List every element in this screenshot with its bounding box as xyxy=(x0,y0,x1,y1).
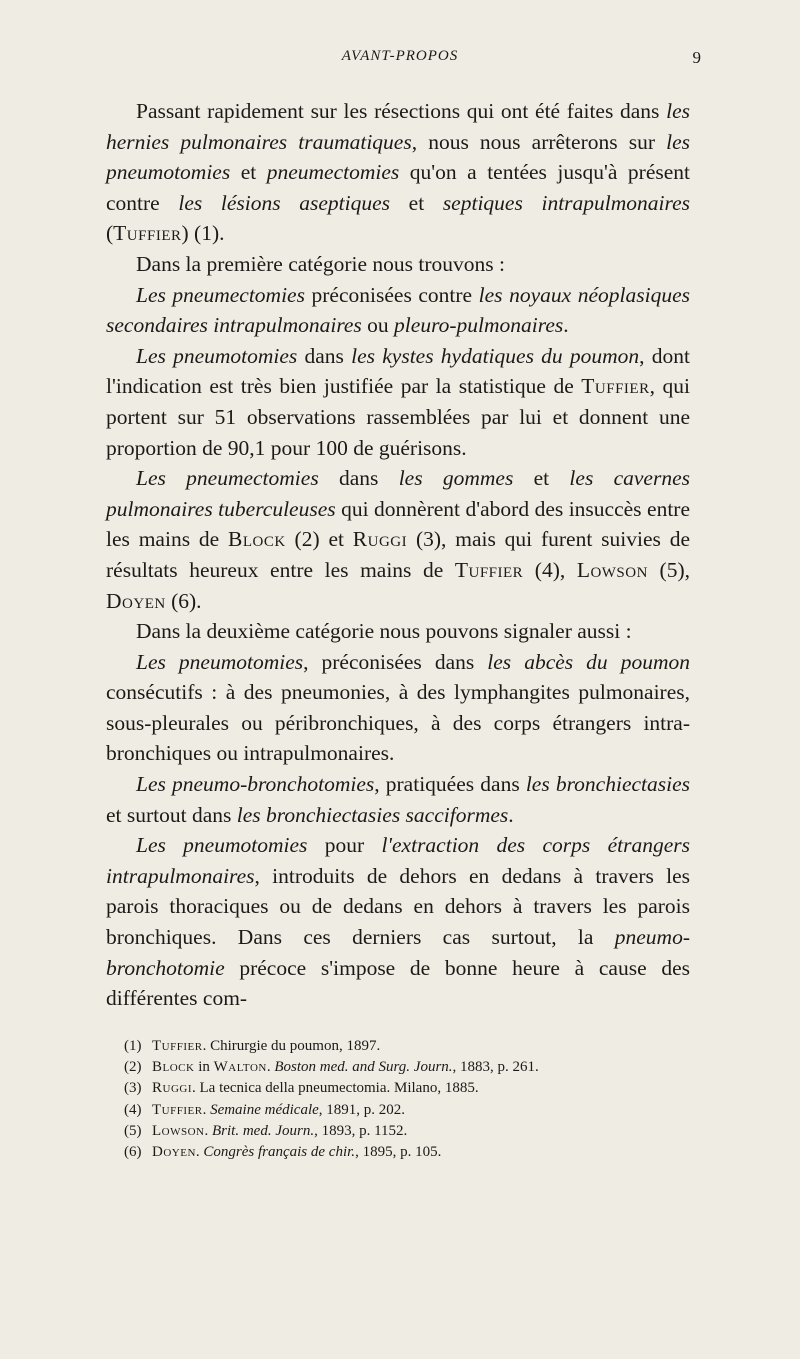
footnote-4 xyxy=(124,1100,690,1121)
footnote-text: . xyxy=(202,1101,211,1118)
italic-run: pneumo-bronchotomie xyxy=(106,925,690,980)
paragraph-5 xyxy=(106,463,690,616)
text-run: pour xyxy=(307,833,382,858)
author-name: Block xyxy=(228,527,286,552)
italic-run: les hernies pulmonaires traumatiques xyxy=(106,99,690,154)
italic-run: les gommes xyxy=(398,466,514,491)
italic-run: les noyaux néoplasiques secondaires intrapulmonaires xyxy=(106,282,690,338)
footnote-text: , 1891, p. 202. xyxy=(318,1101,406,1118)
footnote-text: . La tecnica della pneumectomia. Milano, 1885. xyxy=(192,1080,479,1097)
text-run: . xyxy=(508,802,514,827)
footnote-journal: Boston med. and Surg. Journ. xyxy=(274,1059,453,1076)
footnote-2 xyxy=(124,1057,690,1078)
text-run: (5), xyxy=(647,557,690,582)
text-run: et xyxy=(513,466,570,491)
footnote-number: (2) xyxy=(124,1059,142,1076)
footnote-3 xyxy=(124,1078,690,1099)
italic-run: Les pneumectomies xyxy=(136,282,305,307)
italic-run: Les pneumotomies xyxy=(136,833,308,858)
author-name: Tuffier xyxy=(113,221,182,246)
italic-run: Les pneumo-bronchotomies xyxy=(136,772,375,797)
paragraph-9 xyxy=(106,830,690,1014)
paragraph-3 xyxy=(106,280,690,341)
paragraph-6: Dans la deuxième catégorie nous pouvons signaler aussi : xyxy=(136,619,632,644)
author-name: Ruggi xyxy=(352,527,408,552)
footnote-number: (4) xyxy=(124,1101,142,1118)
text-run: , introduits de dehors en dedans à travers les parois thoraciques ou de dedans en dehors à travers les parois bronchiques. Dans ces derniers cas surtout, la xyxy=(106,863,690,950)
main-text xyxy=(106,96,690,1014)
text-run: et xyxy=(390,190,443,215)
footnote-author: Lowson xyxy=(152,1122,205,1139)
text-run: (4), xyxy=(523,557,577,582)
text-run: , qui portent sur 51 observations rassemblées par lui et donnent une proportion de 90,1 pour 100 de guérisons. xyxy=(106,374,690,460)
footnote-5 xyxy=(124,1121,690,1142)
footnote-number: (3) xyxy=(124,1080,142,1097)
italic-run: les cavernes pulmonaires tuberculeuses xyxy=(106,466,690,521)
footnote-text: , 1895, p. 105. xyxy=(355,1144,442,1161)
italic-run: l'extraction des corps étrangers intrapulmonaires xyxy=(106,833,690,888)
footnote-6 xyxy=(124,1142,690,1163)
text-run: , pratiquées dans xyxy=(374,772,526,797)
italic-run: pneumectomies xyxy=(266,160,400,185)
text-run: (6). xyxy=(165,588,202,613)
footnote-number: (1) xyxy=(124,1038,142,1054)
text-run: , dont l'indication est très bien justifiée par la statistique de xyxy=(106,343,690,399)
paragraph-2: Dans la première catégorie nous trouvons : xyxy=(136,251,505,276)
text-run: préconisées contre xyxy=(304,282,479,307)
footnote-text: , 1883, p. 261. xyxy=(452,1059,539,1076)
text-run: et xyxy=(230,160,267,185)
italic-run: les pneumotomies xyxy=(106,129,690,185)
footnote-text: , 1893, p. 1152. xyxy=(314,1122,408,1139)
italic-run: Les pneumectomies xyxy=(136,466,319,491)
text-run: (3), mais qui furent suivies de résultats heureux entre les mains de xyxy=(106,527,690,582)
italic-run: les bronchiectasies xyxy=(525,772,691,797)
text-run: ou xyxy=(361,313,395,338)
text-run: ( xyxy=(106,221,114,246)
footnote-text: in xyxy=(194,1059,214,1076)
text-run: précoce s'impose de bonne heure à cause des différentes com- xyxy=(106,955,690,1011)
italic-run: les lésions aseptiques xyxy=(178,190,391,215)
text-run: dans xyxy=(297,343,352,368)
text-run: Passant rapidement sur les résections qui ont été faites dans xyxy=(136,99,667,123)
text-run: , préconisées dans xyxy=(303,649,488,674)
footnote-number: (6) xyxy=(124,1144,142,1161)
italic-run: septiques intrapulmonaires xyxy=(442,190,690,215)
author-name: Tuffier xyxy=(581,374,650,399)
text-run: (2) et xyxy=(285,527,353,552)
text-run: dans xyxy=(318,466,399,491)
footnote-text: . Chirurgie du poumon, 1897. xyxy=(202,1038,381,1054)
footnote-journal: Semaine médicale xyxy=(210,1101,319,1118)
footnote-journal: Brit. med. Journ. xyxy=(212,1122,315,1139)
footnote-author: Tuffier xyxy=(152,1038,203,1054)
footnote-1 xyxy=(124,1036,690,1057)
author-name: Tuffier xyxy=(454,557,524,582)
page-number: 9 xyxy=(692,48,702,67)
footnotes xyxy=(124,1036,690,1163)
text-run: . xyxy=(563,313,569,338)
footnote-journal: Congrès français de chir. xyxy=(203,1144,356,1161)
text-run: consécutifs : à des pneumonies, à des lymphangites pulmonaires, sous-pleurales ou péribronchiques, à des corps étrangers intra-bronchiques ou intrapulmonaires. xyxy=(106,680,690,766)
italic-run: Les pneumotomies xyxy=(136,343,298,368)
text-run: qui donnèrent d'abord des insuccès entre les mains de xyxy=(106,496,690,552)
paragraph-7 xyxy=(106,647,690,769)
text-run: , nous nous arrêterons sur xyxy=(411,129,667,154)
text-run: qu'on a tentées jusqu'à présent contre xyxy=(106,160,690,215)
italic-run: les abcès du poumon xyxy=(487,649,690,674)
paragraph-1 xyxy=(106,96,690,249)
footnote-number: (5) xyxy=(124,1122,142,1139)
footnote-text: . xyxy=(204,1122,212,1139)
footnote-text: . xyxy=(266,1059,275,1076)
italic-run: pleuro-pulmonaires xyxy=(394,313,564,338)
italic-run: les kystes hydatiques du poumon xyxy=(351,343,640,368)
paragraph-8 xyxy=(106,769,690,830)
footnote-author: Walton xyxy=(213,1059,267,1076)
author-name: Doyen xyxy=(106,588,166,613)
footnote-author: Ruggi xyxy=(152,1080,192,1097)
footnote-author: Block xyxy=(152,1059,195,1076)
footnote-text: . xyxy=(195,1144,204,1161)
italic-run: les bronchiectasies sacciformes xyxy=(236,802,509,827)
text-run: et surtout dans xyxy=(106,802,237,827)
author-name: Lowson xyxy=(576,557,648,582)
running-title: AVANT-PROPOS xyxy=(341,48,459,64)
footnote-author: Doyen xyxy=(152,1144,196,1161)
footnote-author: Tuffier xyxy=(152,1101,203,1118)
running-header xyxy=(110,48,702,67)
paragraph-4 xyxy=(106,341,690,463)
italic-run: Les pneumotomies xyxy=(136,649,304,674)
text-run: ) (1). xyxy=(181,221,225,246)
